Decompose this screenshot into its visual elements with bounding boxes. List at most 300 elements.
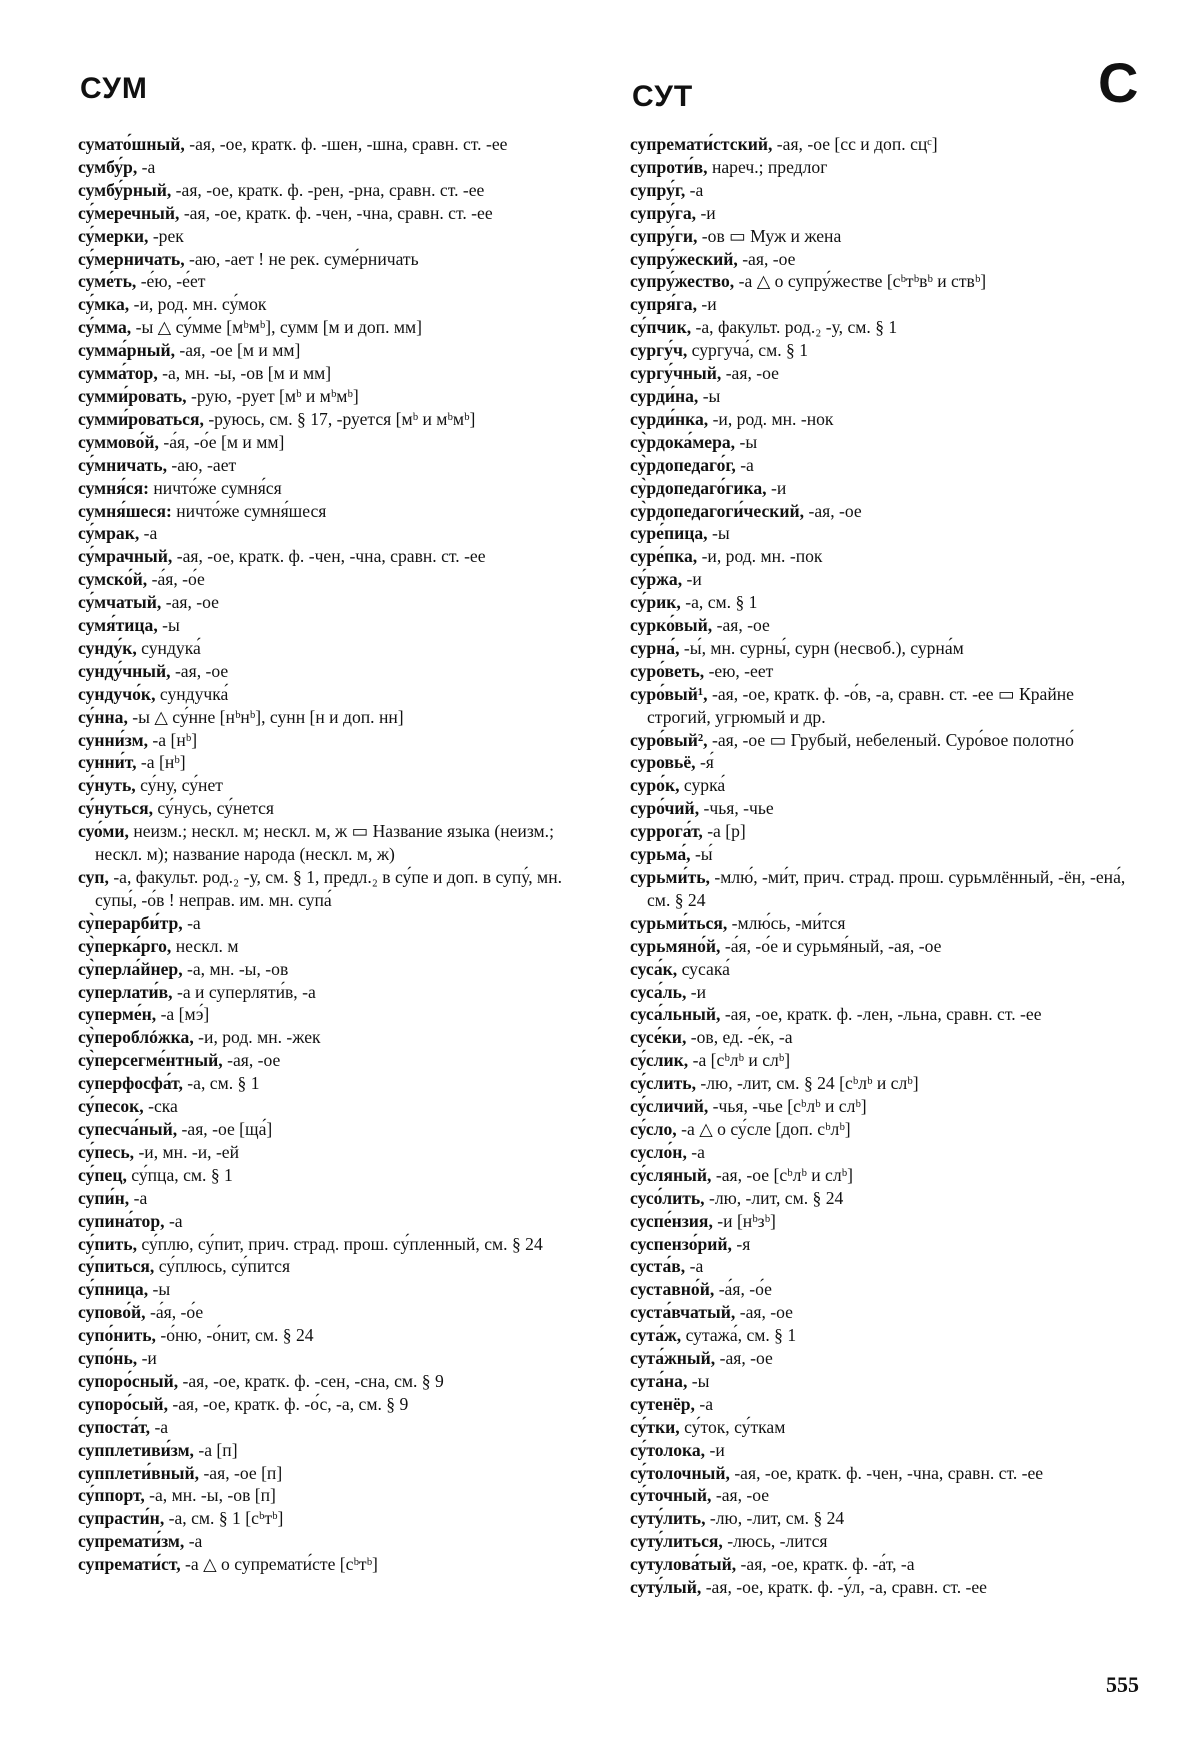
entry-definition: -а, мн. -ы, -ов [м и мм] [162,363,332,384]
entry-definition: сундука́ [141,637,201,658]
entry-headword: суперме́н, [78,1004,157,1025]
page-number: 555 [1106,1672,1139,1697]
entry-definition: -а [691,1141,705,1162]
dictionary-entry [630,958,1140,981]
entry-definition: -ы [739,431,758,452]
dictionary-entry [630,843,1140,866]
dictionary-entry [78,614,598,637]
entry-definition: -ая, -ое, кратк. ф. -лен, -льна, сравн. ст. -ее [724,1004,1042,1025]
entry-definition: -ая, -ое [715,1485,770,1506]
dictionary-entry [630,179,1140,202]
entry-definition: -ая, -ое, кратк. ф. -чен, -чна, сравн. ст. -ее [183,202,493,223]
entry-headword: сута́жный, [630,1348,716,1369]
entry-headword: супремати́стский, [630,134,773,154]
entry-definition: -и [690,981,707,1002]
entry-headword: су́питься, [78,1256,155,1277]
dictionary-entry [630,1278,1140,1301]
dictionary-entry [630,225,1140,248]
dictionary-entry [78,1210,598,1233]
entry-definition: -а [154,1416,169,1437]
entry-definition: -и [141,1348,157,1369]
entry-headword: сутенёр, [630,1393,695,1414]
entry-definition: -а [689,1256,704,1277]
dictionary-entry [630,500,1140,523]
dictionary-entry [630,614,1140,637]
entry-headword: су́ржа, [630,569,683,590]
dictionary-entry [630,1530,1140,1553]
dictionary-entry [78,316,598,339]
entry-headword: су́мрак, [78,523,140,544]
dictionary-entry [78,935,598,958]
entry-definition: -ая, -ое ▭ Грубый, небеленый. Суро́вое полотно́ [711,729,1074,750]
dictionary-entry [78,1439,598,1462]
entry-headword: суспензо́рий, [630,1233,732,1254]
entry-headword: су̀рдока́мера, [630,431,736,452]
entry-headword: супоста́т, [78,1416,151,1437]
entry-definition: -ая, -ое [227,1050,281,1071]
dictionary-entry [630,935,1140,958]
dictionary-entry [78,1164,598,1187]
entry-headword: супоро́сный, [78,1370,179,1391]
entry-definition: су́пца, см. § 1 [131,1164,233,1185]
entry-headword: супплети́вный, [78,1462,200,1483]
dictionary-entry [78,637,598,660]
dictionary-entry [78,591,598,614]
entry-headword: су́меречный, [78,202,180,223]
entry-headword: суперфосфа́т, [78,1073,183,1094]
dictionary-entry [630,1416,1140,1439]
dictionary-entry [78,1187,598,1210]
dictionary-entry [630,133,1140,156]
entry-definition: -а [сᵇлᵇ и слᵇ] [692,1050,791,1071]
entry-headword: суту́лый, [630,1577,702,1598]
dictionary-entry [630,293,1140,316]
dictionary-entry [78,1370,598,1393]
entry-definition: -и [701,294,717,315]
entry-headword: су́толока, [630,1439,706,1460]
dictionary-entry [630,1301,1140,1324]
entry-headword: суту́литься, [630,1531,723,1552]
entry-definition: -а △ о супремати́сте [сᵇтᵇ] [185,1554,378,1575]
left-column [78,133,598,1576]
entry-definition: -ы [702,385,721,406]
dictionary-entry [78,408,598,431]
dictionary-entry [78,774,598,797]
dictionary-entry [630,774,1140,797]
dictionary-entry [630,545,1140,568]
entry-headword: суро́веть, [630,660,705,681]
dictionary-entry [78,958,598,981]
entry-headword: супру́жество, [630,271,735,292]
entry-definition: -лю, -лит, см. § 24 [сᵇлᵇ и слᵇ] [700,1073,919,1094]
entry-headword: су́мчатый, [78,592,162,613]
entry-headword: су́мничать, [78,454,168,475]
dictionary-entry [630,202,1140,225]
dictionary-entry [630,1049,1140,1072]
entry-headword: сутулова́тый, [630,1554,737,1575]
entry-headword: супо́нь, [78,1348,138,1369]
entry-definition: нареч.; предлог [711,156,828,177]
entry-definition: -е́ю, -е́ет [140,271,206,292]
entry-definition: -ы́ [694,844,713,865]
entry-headword: суро́вый², [630,729,708,750]
running-head-left: СУМ [80,72,148,105]
dictionary-entry [630,522,1140,545]
entry-headword: су́мерничать, [78,248,185,269]
entry-definition: -ая, -ое, кратк. ф. -у́л, -а, сравн. ст. -ее [705,1577,987,1598]
entry-headword: сурьми́ться, [630,912,728,933]
dictionary-entry [630,568,1140,591]
dictionary-entry [78,133,598,156]
dictionary-entry [630,270,1140,293]
entry-definition: -а [141,156,156,177]
dictionary-entry [630,316,1140,339]
entry-definition: -ая, -ое [739,1302,793,1323]
entry-headword: супроти́в, [630,156,708,177]
dictionary-entry [78,706,598,729]
entry-headword: супово́й, [78,1302,146,1323]
entry-headword: суро́к, [630,775,680,796]
dictionary-entry [78,1301,598,1324]
dictionary-entry [78,522,598,545]
entry-definition: -рую, -рует [мᵇ и мᵇмᵇ] [190,385,359,406]
entry-headword: су̀пероблóжка, [78,1027,194,1048]
dictionary-entry [78,500,598,523]
entry-headword: сумато́шный, [78,134,185,154]
entry-headword: су́точный, [630,1485,712,1506]
entry-headword: су̀перарби́тр, [78,912,183,933]
entry-definition: -ая, -ое, кратк. ф. -чен, -чна, сравн. ст. -ее [734,1462,1044,1483]
entry-definition: -люсь, -лится [727,1531,828,1552]
entry-definition: -ая, -ое, кратк. ф. -сен, -сна, см. § 9 [182,1370,444,1391]
entry-definition: су́плюсь, су́пится [158,1256,291,1277]
entry-definition: -ая, -ое [174,660,229,681]
dictionary-entry [630,1141,1140,1164]
entry-headword: су́песь, [78,1141,135,1162]
entry-headword: суста́вчатый, [630,1302,736,1323]
entry-definition: -ы [691,1370,710,1391]
entry-definition: сусака́ [681,958,730,979]
dictionary-entry [78,683,598,706]
dictionary-entry [630,477,1140,500]
entry-definition: -а [п] [198,1439,238,1460]
entry-headword: супру́г, [630,179,686,200]
entry-headword: су́песок, [78,1096,144,1117]
entry-headword: суро́вый¹, [630,683,708,704]
entry-headword: суса́ль, [630,981,687,1002]
entry-definition: -а △ о су́сле [доп. сᵇлᵇ] [681,1118,851,1139]
dictionary-entry [630,408,1140,431]
entry-definition: -ов, ед. -е́к, -а [690,1027,793,1048]
entry-definition: -лю, -лит, см. § 24 [708,1187,844,1208]
entry-headword: супо́нить, [78,1325,156,1346]
running-head-right: СУТ [632,80,694,113]
entry-headword: су́пница, [78,1279,149,1300]
dictionary-entry [78,912,598,935]
entry-definition: -рек [152,225,184,246]
entry-headword: сунду́к, [78,637,137,658]
entry-headword: супру́ги, [630,225,698,246]
dictionary-entry [78,1003,598,1026]
entry-headword: супи́н, [78,1187,130,1208]
dictionary-entry [78,179,598,202]
entry-headword: суре́пица, [630,523,708,544]
entry-definition: -ая, -ое [808,500,862,521]
entry-definition: -а, факульт. род.₂ -у, см. § 1, предл.₂ в су́пе и доп. в супу́, мн. супы́, -о́в ! неправ. им. мн. супа́ [95,867,563,910]
entry-definition: -ы [162,615,180,636]
entry-definition: -а △ о супру́жестве [сᵇтᵇвᵇ и ствᵇ] [738,271,987,292]
entry-definition: -и, род. мн. -пок [701,546,823,567]
entry-definition: -ая, -ое, кратк. ф. -шен, -шна, сравн. ст. -ее [189,134,508,154]
dictionary-entry [78,1072,598,1095]
entry-definition: -а [740,454,754,475]
dictionary-entry [78,729,598,752]
entry-definition: -а, см. § 1 [685,592,758,613]
entry-headword: суперлати́в, [78,981,173,1002]
dictionary-entry [630,1187,1140,1210]
dictionary-entry [630,1507,1140,1530]
entry-headword: су̀персегме́нтный, [78,1050,223,1071]
entry-definition: -а, факульт. род.₂ -у, см. § 1 [695,317,898,338]
entry-definition: су́плю, су́пит, прич. страд. прош. су́пленный, см. § 24 [141,1233,543,1254]
dictionary-entry [630,1003,1140,1026]
entry-headword: суме́ть, [78,271,137,292]
dictionary-entry [630,981,1140,1004]
entry-headword: сумма́тор, [78,363,158,384]
entry-headword: сута́на, [630,1370,688,1391]
entry-definition: -и, мн. -и, -ей [138,1141,240,1162]
entry-definition: -ая, -ое [716,615,770,636]
dictionary-entry [78,1049,598,1072]
dictionary-entry [630,751,1140,774]
entry-headword: су̀перка́рго, [78,935,172,956]
entry-headword: су̀перла́йнер, [78,958,183,979]
dictionary-entry [630,866,1140,912]
dictionary-entry [78,248,598,271]
entry-definition: -ы △ су́мме [мᵇмᵇ], сумм [м и доп. мм] [135,317,422,338]
entry-headword: суровьё, [630,752,696,773]
entry-headword: су̀рдопедаго́гика, [630,477,767,498]
entry-definition: -млю́, -ми́т, прич. страд. прош. сурьмлённый, -ён, -ена́, см. § 24 [647,867,1126,910]
entry-definition: -а, мн. -ы, -ов [187,958,289,979]
entry-definition: -а [187,912,201,933]
entry-headword: супесча́ный, [78,1118,178,1139]
entry-definition: -ая, -ое, кратк. ф. -а́т, -а [740,1554,915,1575]
dictionary-entry [630,1462,1140,1485]
entry-headword: сургу́чный, [630,363,722,384]
entry-headword: сумма́рный, [78,340,175,361]
entry-definition: ничто́же сумня́шеся [176,500,327,521]
dictionary-entry [78,1416,598,1439]
dictionary-entry [630,248,1140,271]
entry-headword: су́пчик, [630,317,692,338]
entry-definition: -а [188,1531,203,1552]
entry-definition: -ею, -еет [708,660,774,681]
dictionary-entry [630,1393,1140,1416]
entry-headword: су́рик, [630,592,681,613]
dictionary-entry [78,1347,598,1370]
entry-headword: сусо́лить, [630,1187,705,1208]
entry-definition: -ы́, мн. сурны́, сурн (несвоб.), сурна́м [683,637,964,658]
dictionary-entry [78,1462,598,1485]
dictionary-entry [630,797,1140,820]
entry-headword: сусе́ки, [630,1027,687,1048]
dictionary-entry [630,1576,1140,1599]
entry-definition: -а [133,1187,148,1208]
dictionary-entry [78,454,598,477]
entry-definition: -а, мн. -ы, -ов [п] [149,1485,276,1506]
entry-headword: су́сличий, [630,1096,709,1117]
entry-headword: суро́чий, [630,798,700,819]
entry-headword: сурди́на, [630,385,699,406]
entry-definition: -руюсь, см. § 17, -руется [мᵇ и мᵇмᵇ] [208,408,476,429]
entry-headword: сурко́вый, [630,615,713,636]
entry-definition: -ая, -ое, кратк. ф. -рен, -рна, сравн. ст. -ее [175,179,485,200]
dictionary-entry [78,339,598,362]
dictionary-entry [630,431,1140,454]
entry-headword: сумбу́р, [78,156,138,177]
dictionary-entry [78,1118,598,1141]
dictionary-entry [630,362,1140,385]
dictionary-entry [78,1233,598,1256]
entry-definition: -а́я, -о́е [718,1279,772,1300]
entry-headword: су́мма, [78,317,132,338]
entry-definition: -чья, -чье [сᵇлᵇ и слᵇ] [712,1096,867,1117]
entry-definition: -лю, -лит, см. § 24 [709,1508,845,1529]
dictionary-entry [630,912,1140,935]
dictionary-entry [630,1026,1140,1049]
entry-definition: -ая, -ое [719,1348,773,1369]
dictionary-entry [630,1347,1140,1370]
entry-definition: -и [770,477,787,498]
entry-headword: суса́льный, [630,1004,721,1025]
entry-definition: -а́я, -о́е и сурьмя́ный, -ая, -ое [724,935,942,956]
entry-definition: сундучка́ [159,683,229,704]
dictionary-entry [78,1278,598,1301]
dictionary-entry [78,1324,598,1347]
entry-definition: сургуча́, см. § 1 [691,340,809,361]
dictionary-entry [630,660,1140,683]
entry-headword: суп, [78,867,109,887]
entry-definition: -а [нᵇ] [152,729,198,750]
entry-headword: сурьма́, [630,844,691,865]
entry-headword: су́нуться, [78,798,153,819]
entry-definition: -ая, -ое [сᵇлᵇ и слᵇ] [715,1164,853,1185]
dictionary-entry [630,1324,1140,1347]
entry-headword: супрасти́н, [78,1508,165,1529]
entry-headword: суо́ми, [78,821,129,842]
dictionary-entry [630,1164,1140,1187]
entry-headword: сурьми́ть, [630,867,710,887]
entry-definition: -а́я, -о́е [м и мм] [163,431,285,452]
entry-headword: сута́ж, [630,1325,682,1346]
dictionary-entry [78,545,598,568]
dictionary-entry [630,683,1140,729]
dictionary-entry [78,820,598,866]
entry-headword: суммово́й, [78,431,159,452]
dictionary-entry [630,591,1140,614]
entry-headword: сумми́ровать, [78,385,187,406]
entry-headword: сумми́роваться, [78,408,204,429]
dictionary-entry [78,225,598,248]
entry-headword: су́ппорт, [78,1485,145,1506]
entry-definition: -ая, -ое, кратк. ф. -чен, -чна, сравн. ст. -ее [176,546,486,567]
entry-definition: -ы △ су́нне [нᵇнᵇ], сунн [н и доп. нн] [132,706,404,727]
entry-definition: неизм.; нескл. м; нескл. м, ж ▭ Название языка (неизм.; нескл. м); название народа (нескл. м, ж) [95,821,554,865]
entry-definition: сурка́ [683,775,726,796]
dictionary-entry [78,568,598,591]
entry-headword: супплетиви́зм, [78,1439,194,1460]
entry-headword: суса́к, [630,958,678,979]
entry-headword: су́мрачный, [78,546,173,567]
dictionary-entry [78,1553,598,1576]
dictionary-entry [78,1095,598,1118]
entry-headword: су́сло, [630,1118,677,1139]
entry-definition: -ы [711,523,730,544]
entry-headword: супина́тор, [78,1210,165,1231]
entry-definition: -ов ▭ Муж и жена [701,225,842,246]
entry-headword: сумско́й, [78,569,148,590]
entry-definition: су́нусь, су́нется [157,798,275,819]
dictionary-entry [78,797,598,820]
entry-definition: -и [709,1439,725,1460]
entry-definition: ничто́же сумня́ся [153,477,282,498]
entry-definition: -а́я, -о́е [150,1302,204,1323]
entry-headword: су́мерки, [78,225,149,246]
entry-definition: -а [143,523,158,544]
entry-definition: -а, см. § 1 [сᵇтᵇ] [168,1508,284,1529]
entry-headword: супоро́сый, [78,1393,168,1414]
entry-definition: -а, см. § 1 [187,1073,260,1094]
dictionary-entry [630,637,1140,660]
entry-definition: -ы [152,1279,171,1300]
entry-definition: -а [689,179,704,200]
dictionary-entry [78,981,598,1004]
dictionary-entry [78,660,598,683]
dictionary-entry [78,477,598,500]
entry-definition: -а [р] [707,821,746,842]
entry-definition: -ая, -ое [165,592,219,613]
entry-definition: -а [699,1393,714,1414]
entry-definition: -и [700,202,716,223]
dictionary-entry [78,431,598,454]
entry-headword: сунни́т, [78,752,137,773]
entry-definition: -ска [148,1096,178,1117]
entry-headword: сунни́зм, [78,729,148,750]
entry-definition: -я [736,1233,751,1254]
dictionary-entry [78,1255,598,1278]
entry-definition: -а и суперляти́в, -а [176,981,316,1002]
entry-headword: су́слить, [630,1073,696,1094]
entry-definition: -а́я, -о́е [151,569,205,590]
dictionary-entry [630,385,1140,408]
entry-headword: су́сляный, [630,1164,712,1185]
entry-headword: сурна́, [630,637,680,658]
entry-headword: сурьмяно́й, [630,935,721,956]
dictionary-entry [78,1530,598,1553]
entry-headword: су́тки, [630,1416,680,1437]
dictionary-entry [630,1439,1140,1462]
entry-headword: супру́жеский, [630,248,738,269]
entry-headword: супру́га, [630,202,697,223]
dictionary-entry [630,1484,1140,1507]
dictionary-entry [78,385,598,408]
entry-headword: суре́пка, [630,546,698,567]
entry-definition: -ая, -ое [ща́] [181,1118,273,1139]
dictionary-entry [78,362,598,385]
entry-headword: сумбу́рный, [78,179,172,200]
right-column [630,133,1140,1599]
